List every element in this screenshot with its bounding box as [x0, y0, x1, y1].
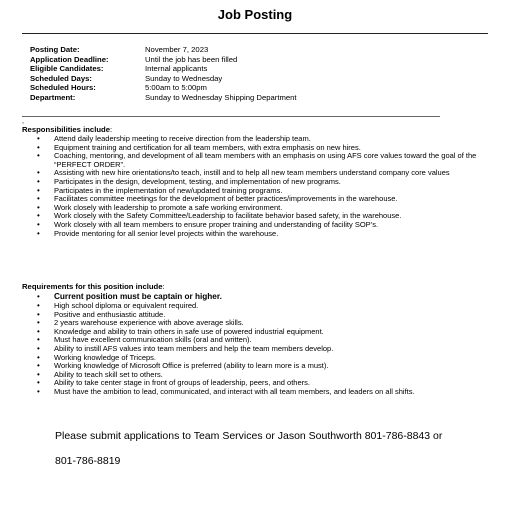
page-title: Job Posting [217, 7, 293, 22]
detail-label: Scheduled Hours: [30, 83, 96, 93]
detail-label: Scheduled Days: [30, 73, 92, 83]
bullet-icon: • [37, 386, 40, 396]
responsibilities-list [30, 135, 490, 238]
bullet-icon: • [37, 292, 40, 301]
responsibilities-heading [22, 125, 112, 134]
bullet-icon: • [37, 335, 40, 345]
bullet-icon: • [37, 168, 40, 178]
bullet-icon: • [37, 185, 40, 195]
list-item-text: Assisting with new hire orientations/to teach, instill and to help all new team members understand company core values [54, 168, 450, 178]
bullet-icon: • [37, 343, 40, 353]
list-item-text: Working knowledge of Microsoft Office is preferred (ability to learn more is a must). [54, 361, 329, 371]
posting-details [30, 45, 297, 103]
list-item-text: Positive and enthusiastic attitude. [54, 309, 166, 319]
bullet-icon: • [37, 361, 40, 371]
title-divider [22, 33, 488, 34]
detail-label: Department: [30, 92, 76, 102]
list-item-text: Ability to instill AFS values into team members and help the team members develop. [54, 343, 334, 353]
contact-line-1: Please submit applications to Team Services or Jason Southworth 801-786-8843 or [55, 430, 443, 442]
detail-row-posting-date [30, 45, 297, 55]
bullet-icon: • [37, 309, 40, 319]
list-item [30, 152, 490, 169]
bullet-icon: • [37, 202, 40, 212]
bullet-icon: • [37, 211, 40, 221]
list-item-text: Work closely with leadership to promote a safe working environment. [54, 202, 283, 212]
detail-value: Until the job has been filled [145, 54, 238, 64]
details-divider [22, 116, 440, 117]
bullet-icon: • [37, 369, 40, 379]
list-item-text: Knowledge and ability to train others in safe use of powered industrial equipment. [54, 326, 324, 336]
list-item-text: 2 years warehouse experience with above average skills. [54, 318, 244, 328]
responsibilities-heading-text: Responsibilities include [22, 125, 110, 134]
bullet-icon: • [37, 134, 40, 143]
detail-row-eligible-candidates [30, 64, 297, 74]
detail-row-application-deadline [30, 55, 297, 65]
bullet-icon: • [37, 142, 40, 152]
requirements-heading-text: Requirements for this position include [22, 282, 163, 291]
bullet-icon: • [37, 219, 40, 229]
detail-row-scheduled-hours [30, 83, 297, 93]
responsibilities-heading-colon: : [110, 125, 113, 134]
detail-value: November 7, 2023 [145, 45, 209, 54]
detail-value: Internal applicants [145, 64, 208, 74]
list-item-text: Must have the ambition to lead, communicated, and interact with all team members, and leaders on all shifts. [54, 386, 415, 396]
list-item-text: Current position must be captain or higher. [54, 292, 222, 301]
detail-value: Sunday to Wednesday [145, 73, 223, 83]
list-item-text: Facilitates committee meetings for the development of better practices/improvements in the warehouse. [54, 194, 398, 204]
list-item-text: Ability to teach skill set to others. [54, 369, 163, 379]
list-item-text: Participates in the design, development, testing, and implementation of new programs. [54, 176, 341, 186]
detail-value: Sunday to Wednesday Shipping Department [145, 92, 297, 102]
list-item-text: Provide mentoring for all senior level projects within the warehouse. [54, 228, 279, 238]
detail-label: Application Deadline: [30, 54, 109, 64]
list-item-text: Equipment training and certification for all team members, with extra emphasis on new hires. [54, 142, 361, 152]
requirements-heading-colon: : [162, 282, 165, 291]
detail-row-scheduled-days [30, 74, 297, 84]
bullet-icon: • [37, 378, 40, 388]
stray-tick-mark: , [22, 118, 24, 125]
list-item-text: Ability to take center stage in front of groups of leadership, peers, and others. [54, 378, 310, 388]
detail-label: Eligible Candidates: [30, 64, 104, 74]
list-item-text: Work closely with all team members to ensure proper training and understanding of facility SOP’s. [54, 219, 379, 229]
requirements-heading [22, 282, 165, 291]
bullet-icon: • [37, 326, 40, 336]
list-item-text: Work closely with the Safety Committee/Leadership to facilitate behavior based safety, in the warehouse. [54, 211, 402, 221]
list-item-text: Participates in the implementation of new/updated training programs. [54, 185, 283, 195]
list-item-text: Coaching, mentoring, and development of all team members with an emphasis on using AFS core values toward the goal of the “PERFECT ORDER”. [54, 151, 477, 169]
detail-value: 5:00am to 5:00pm [145, 83, 207, 93]
detail-row-department [30, 93, 297, 103]
list-item-text: Attend daily leadership meeting to receive direction from the leadership team. [54, 134, 311, 143]
list-item-text: High school diploma or equivalent required. [54, 301, 199, 310]
bullet-icon: • [37, 318, 40, 328]
bullet-icon: • [37, 151, 40, 161]
detail-label: Posting Date: [30, 45, 80, 54]
requirements-list [30, 292, 490, 397]
bullet-icon: • [37, 176, 40, 186]
list-item-text: Must have excellent communication skills (oral and written). [54, 335, 252, 345]
list-item [30, 388, 490, 397]
bullet-icon: • [37, 352, 40, 362]
list-item-text: Working knowledge of Triceps. [54, 352, 156, 362]
bullet-icon: • [37, 301, 40, 310]
bullet-icon: • [37, 228, 40, 238]
contact-line-2: 801-786-8819 [55, 455, 121, 467]
list-item [30, 230, 490, 239]
bullet-icon: • [37, 194, 40, 204]
